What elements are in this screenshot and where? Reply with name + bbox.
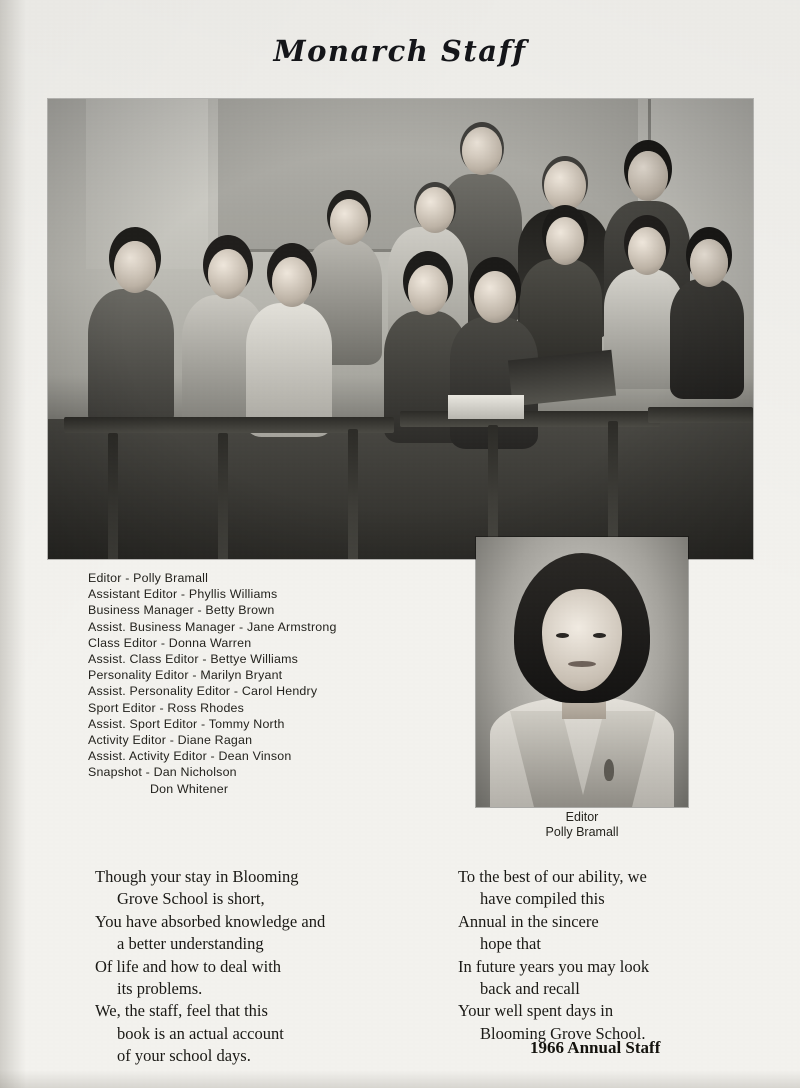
staff-credit-line: Business Manager - Betty Brown bbox=[88, 603, 275, 618]
staff-credit-line-extra: Don Whitener bbox=[150, 781, 229, 796]
poem-line: book is an actual account bbox=[117, 1023, 284, 1043]
portrait-caption bbox=[476, 810, 688, 840]
poem-line: You have absorbed knowledge and bbox=[95, 911, 326, 931]
staff-credit-line: Editor - Polly Bramall bbox=[88, 571, 209, 585]
portrait-caption-role: Editor bbox=[565, 810, 599, 824]
poem-line: Grove School is short, bbox=[117, 889, 265, 909]
staff-credit-line: Activity Editor - Diane Ragan bbox=[88, 733, 253, 748]
annual-staff-signature: 1966 Annual Staff bbox=[530, 1038, 661, 1057]
poem-line: a better understanding bbox=[117, 934, 264, 954]
staff-credit-line: Assist. Class Editor - Bettye Williams bbox=[88, 652, 299, 667]
page-title: Monarch Staff bbox=[273, 34, 527, 68]
poem-line: Blooming Grove School. bbox=[480, 1023, 646, 1043]
poem-line: Your well spent days in bbox=[458, 1001, 614, 1021]
portrait-eye-left bbox=[556, 633, 569, 638]
staff-credit-line: Assistant Editor - Phyllis Williams bbox=[88, 587, 278, 602]
editor-portrait bbox=[476, 537, 688, 807]
staff-credit-line: Assist. Sport Editor - Tommy North bbox=[88, 716, 285, 731]
poem-line: back and recall bbox=[480, 979, 580, 999]
portrait-eye-right bbox=[593, 633, 606, 638]
poem-line: hope that bbox=[480, 934, 541, 954]
poem-column-left bbox=[95, 866, 395, 1068]
monarch-staff-group-photo bbox=[48, 99, 753, 559]
poem-line: have compiled this bbox=[480, 889, 605, 909]
poem-line: In future years you may look bbox=[458, 956, 650, 976]
poem-line: Though your stay in Blooming bbox=[95, 867, 299, 886]
staff-credit-line: Assist. Activity Editor - Dean Vinson bbox=[88, 749, 292, 764]
portrait-caption-name: Polly Bramall bbox=[545, 825, 619, 839]
portrait-lapel-pin bbox=[604, 759, 614, 781]
staff-credit-line: Class Editor - Donna Warren bbox=[88, 635, 252, 650]
staff-credit-line: Snapshot - Dan Nicholson bbox=[88, 765, 237, 780]
poem-line: We, the staff, feel that this bbox=[95, 1001, 268, 1021]
page-edge-shadow-bottom bbox=[0, 1070, 800, 1088]
staff-credit-line: Sport Editor - Ross Rhodes bbox=[88, 700, 245, 715]
poem-line: Of life and how to deal with bbox=[95, 956, 282, 976]
poem-line: of your school days. bbox=[117, 1046, 251, 1066]
poem-column-right bbox=[458, 866, 758, 1045]
staff-credit-line: Assist. Personality Editor - Carol Hendry bbox=[88, 684, 318, 699]
portrait-mouth bbox=[568, 661, 596, 667]
poem-line: To the best of our ability, we bbox=[458, 867, 647, 886]
staff-credits-list bbox=[88, 570, 458, 797]
poem-line: Annual in the sincere bbox=[458, 911, 599, 931]
page-edge-shadow-left bbox=[0, 0, 26, 1088]
staff-credit-line: Assist. Business Manager - Jane Armstrong bbox=[88, 619, 337, 634]
staff-credit-line: Personality Editor - Marilyn Bryant bbox=[88, 668, 283, 683]
poem-line: its problems. bbox=[117, 979, 203, 999]
photo-vignette bbox=[48, 99, 753, 559]
